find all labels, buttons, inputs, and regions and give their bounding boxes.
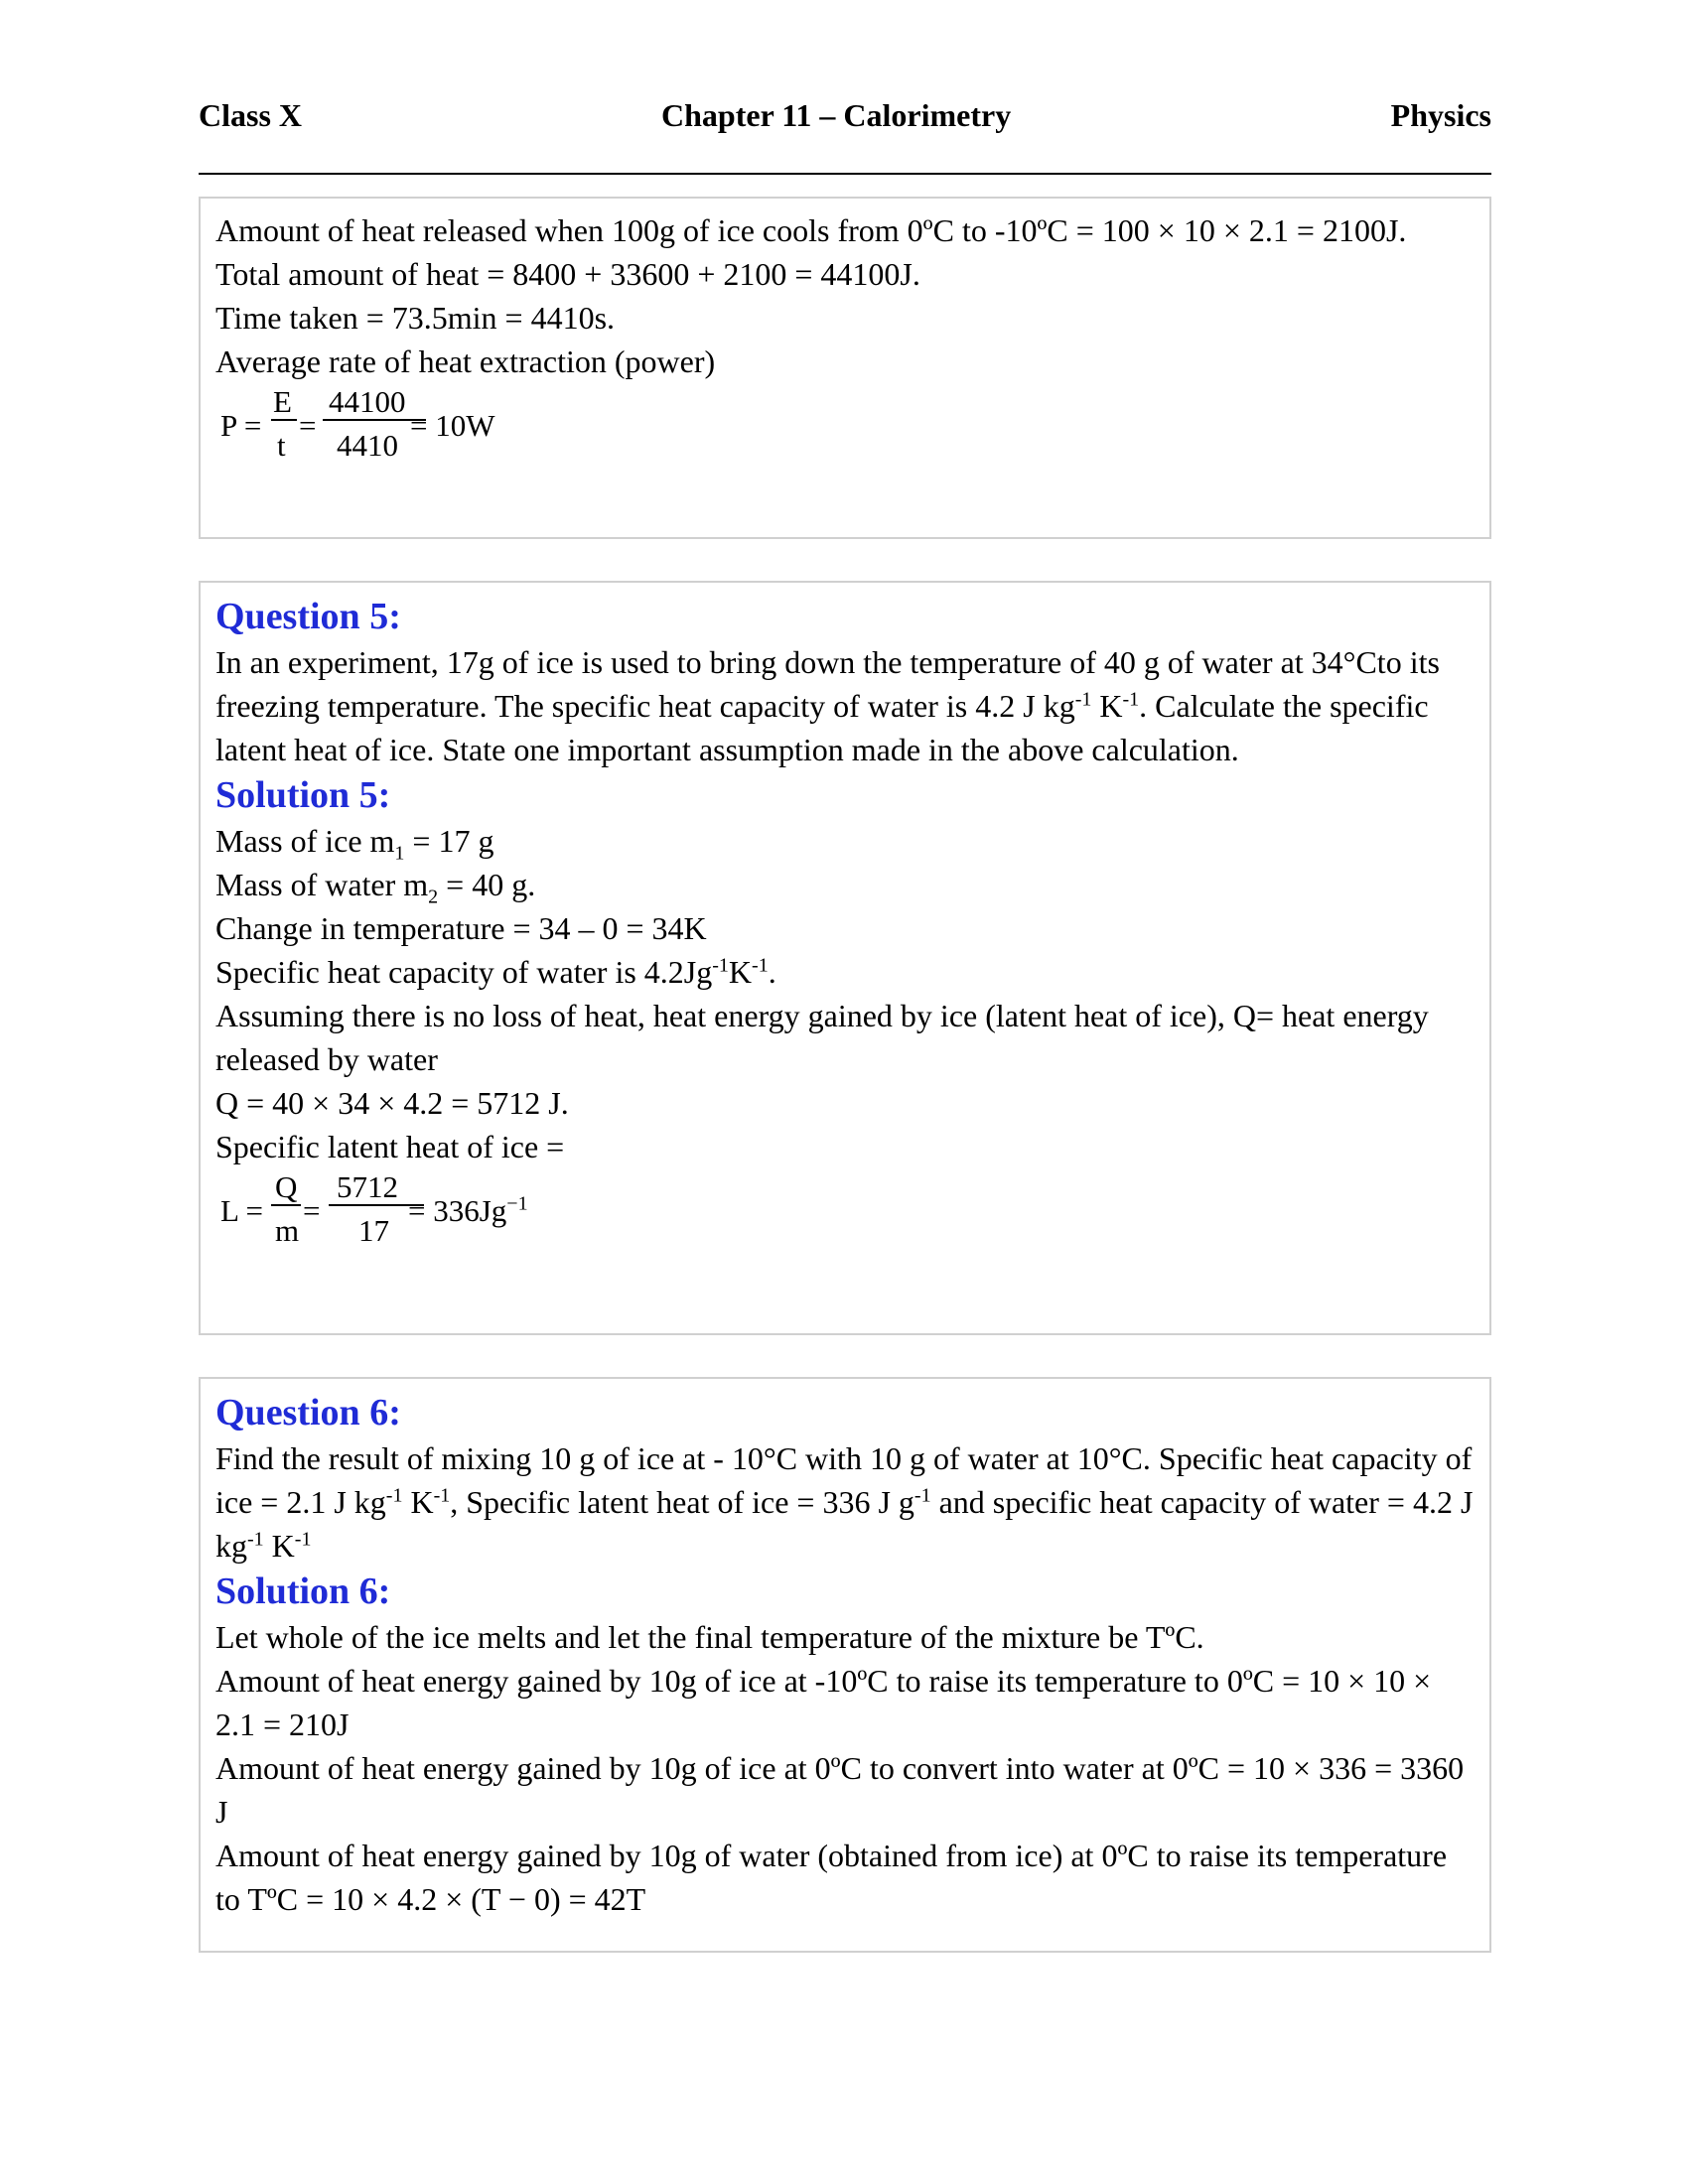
solution-continuation-box — [199, 197, 1491, 539]
header-class: Class X — [199, 97, 303, 133]
text-line: Assuming there is no loss of heat, heat energy gained by ice (latent heat of ice), Q= heat energy released by water — [215, 998, 1429, 1077]
formula-denominator: m — [275, 1213, 300, 1248]
text-line: Average rate of heat extraction (power) — [215, 343, 716, 379]
solution-heading: Solution 5: — [215, 774, 391, 816]
question-heading: Question 5: — [215, 596, 401, 637]
text-line: Amount of heat energy gained by 10g of ice at 0ºC to convert into water at 0ºC = 10 × 336 = 3360 J — [215, 1750, 1465, 1830]
solution-heading: Solution 6: — [215, 1570, 391, 1612]
page-header — [199, 97, 1491, 147]
header-chapter-title: Chapter 11 – Calorimetry — [661, 97, 1012, 133]
formula-denominator: t — [277, 428, 286, 463]
formula-numerator: E — [273, 384, 292, 419]
question-heading: Question 6: — [215, 1392, 401, 1433]
formula-denominator: 17 — [358, 1213, 389, 1248]
text-line: Time taken = 73.5min = 4410s. — [215, 300, 616, 336]
question-5-box — [199, 581, 1491, 1335]
formula-denominator: 4410 — [337, 428, 398, 463]
latent-heat-formula — [215, 1168, 1477, 1268]
fraction-bar — [271, 419, 297, 421]
text-line: Total amount of heat = 8400 + 33600 + 2100 = 44100J. — [215, 256, 920, 292]
text-line: Mass of ice $m_1 = 17$ g — [215, 823, 494, 865]
text-line: Specific heat capacity of water is $4.2Jg^{-1}K^{-1}$. — [215, 954, 776, 990]
formula-numerator: 5712 — [337, 1169, 398, 1204]
formula-numerator: 44100 — [329, 384, 406, 419]
power-formula — [215, 383, 1477, 482]
formula-lhs: L = — [220, 1193, 264, 1228]
formula-lhs: P = — [220, 408, 262, 443]
formula-equals: = — [299, 408, 317, 443]
text-line: Mass of water $m_2 = 40$ g. — [215, 867, 536, 908]
question-text: In an experiment, 17g of ice is used to bring down the temperature of 40 g of water at 34°Cto its freezing temperature. The specific heat capacity of water is 4.2 J $kg^{-1}$ $K^{-1}$. Calculate the specific latent heat of ice. State one important assumption made in the above calculation. — [215, 644, 1440, 767]
formula-numerator: Q — [275, 1169, 298, 1204]
question-6-box — [199, 1377, 1491, 1953]
text-line: Change in temperature = 34 – 0 = 34K — [215, 910, 707, 946]
question-text: Find the result of mixing 10 g of ice at - 10°C with 10 g of water at 10°C. Specific heat capacity of ice = 2.1 J $kg^{-1}$ $K^{-1}$, Specific latent heat of ice = 336 J $g^{-1}$ and specific heat capacity of water = 4.2 J $kg^{-1}$ $K^{-1}$ — [215, 1440, 1474, 1564]
header-subject: Physics — [1390, 97, 1491, 133]
text-line: Amount of heat energy gained by 10g of water (obtained from ice) at 0ºC to raise its temperature to TºC = 10 × 4.2 × (T − 0) = 42T — [215, 1838, 1448, 1917]
text-line: Amount of heat released when 100g of ice cools from 0ºC to -10ºC = 100 × 10 × 2.1 = 2100J. — [215, 212, 1407, 248]
text-line: Q = 40 × 34 × 4.2 = 5712 J. — [215, 1085, 569, 1121]
text-line: Let whole of the ice melts and let the final temperature of the mixture be TºC. — [215, 1619, 1204, 1655]
formula-result: = $336Jg^{-1}$ — [408, 1192, 528, 1228]
text-line: Amount of heat energy gained by 10g of ice at -10ºC to raise its temperature to 0ºC = 10 × 10 × 2.1 = 210J — [215, 1663, 1432, 1742]
formula-result: = 10W — [410, 408, 495, 443]
fraction-bar — [271, 1204, 301, 1206]
header-divider — [199, 173, 1491, 175]
formula-equals: = — [303, 1193, 321, 1228]
text-line: Specific latent heat of ice = — [215, 1129, 565, 1164]
